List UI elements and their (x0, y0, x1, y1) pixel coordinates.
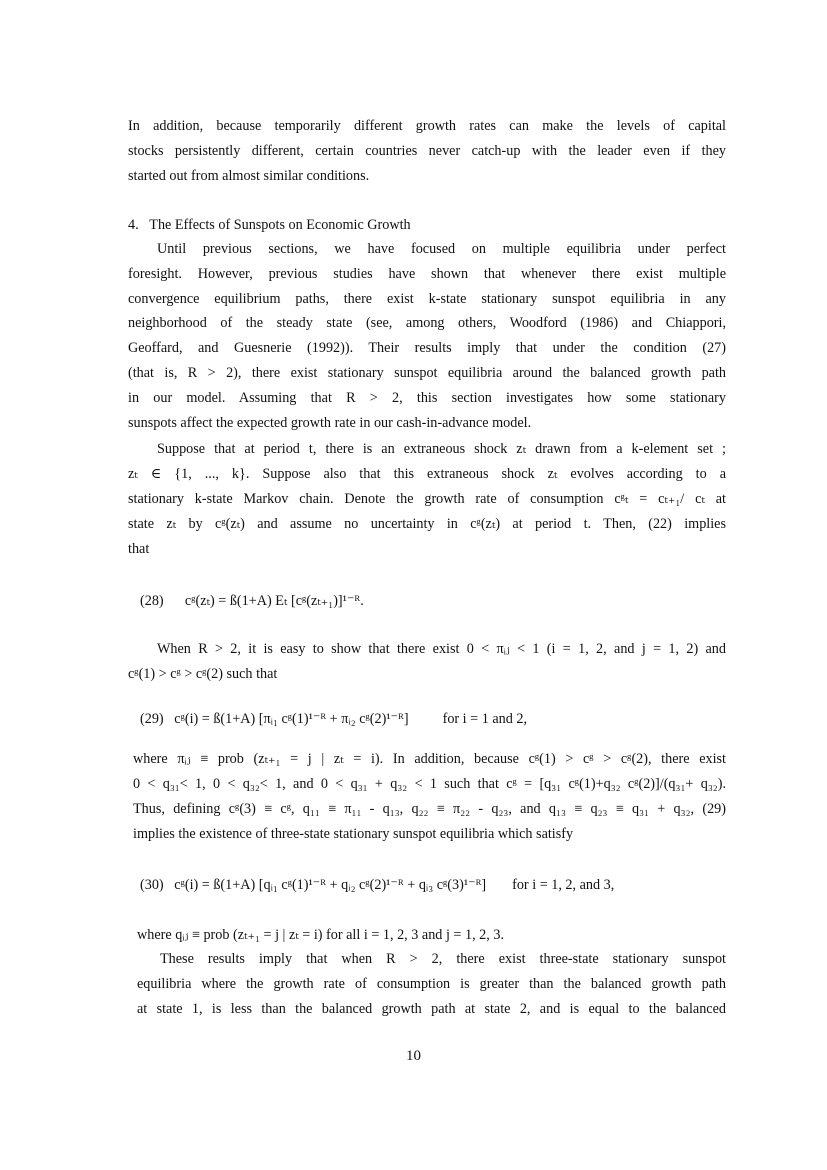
para2-line-1: Suppose that at period t, there is an extraneous shock zₜ drawn from a k-element set ; (157, 441, 726, 457)
para2-line-4: state zₜ by cᵍ(zₜ) and assume no uncertainty in cᵍ(zₜ) at period t. Then, (22) implies (128, 516, 726, 532)
para1-line-3: convergence equilibrium paths, there exist k-state stationary sunspot equilibria in any (128, 291, 726, 307)
intro-line-1: In addition, because temporarily different growth rates can make the levels of capital (128, 118, 726, 134)
para3-line-1: When R > 2, it is easy to show that there exist 0 < πᵢⱼ < 1 (i = 1, 2, and j = 1, 2) and (157, 641, 726, 657)
para6-line-3: at state 1, is less than the balanced growth path at state 2, and is equal to the balanced (137, 1001, 726, 1017)
para1-line-8: sunspots affect the expected growth rate in our cash-in-advance model. (128, 415, 532, 431)
para6-line-2: equilibria where the growth rate of consumption is greater than the balanced growth path (137, 976, 726, 992)
para1-line-5: Geoffard, and Guesnerie (1992)). Their results imply that under the condition (27) (128, 340, 726, 356)
para1-line-7: in our model. Assuming that R > 2, this section investigates how some stationary (128, 390, 726, 406)
equation-30-label: (30) (140, 877, 164, 893)
equation-28-label: (28) (140, 593, 164, 609)
page-number: 10 (406, 1048, 421, 1064)
equation-30-condition: for i = 1, 2, and 3, (512, 877, 615, 893)
section-title: The Effects of Sunspots on Economic Growth (149, 217, 411, 233)
equation-29-condition: for i = 1 and 2, (442, 711, 528, 727)
para4-line-2: 0 < q₃₁< 1, 0 < q₃₂< 1, and 0 < q₃₁ + q₃₂ < 1 such that cᵍ = [q₃₁ cᵍ(1)+q₃₂ cᵍ(2)]/(q₃₁+ q₃₂). (133, 776, 726, 792)
para4-line-4: implies the existence of three-state stationary sunspot equilibria which satisfy (133, 826, 574, 842)
para1-line-6: (that is, R > 2), there exist stationary sunspot equilibria around the balanced growth path (128, 365, 726, 381)
equation-29-label: (29) (140, 711, 164, 727)
para1-line-4: neighborhood of the steady state (see, among others, Woodford (1986) and Chiappori, (128, 315, 726, 331)
para2-line-3: stationary k-state Markov chain. Denote the growth rate of consumption cᵍₜ = cₜ₊₁/ cₜ at (128, 491, 726, 507)
equation-29 (140, 710, 527, 728)
intro-line-3: started out from almost similar conditions. (128, 168, 370, 184)
section-number: 4. (128, 217, 139, 233)
para6-line-1: These results imply that when R > 2, there exist three-state stationary sunspot (160, 951, 726, 967)
intro-line-2: stocks persistently different, certain countries never catch-up with the leader even if they (128, 143, 726, 159)
para1-line-2: foresight. However, previous studies have shown that whenever there exist multiple (128, 266, 726, 282)
equation-30 (140, 876, 614, 894)
equation-29-body: cᵍ(i) = ß(1+A) [πᵢ₁ cᵍ(1)¹⁻ᴿ + πᵢ₂ cᵍ(2)¹⁻ᴿ] (174, 711, 409, 727)
para3-line-2: cᵍ(1) > cᵍ > cᵍ(2) such that (128, 666, 278, 682)
equation-30-body: cᵍ(i) = ß(1+A) [qᵢ₁ cᵍ(1)¹⁻ᴿ + qᵢ₂ cᵍ(2)¹⁻ᴿ + qᵢ₃ cᵍ(3)¹⁻ᴿ] (174, 877, 487, 893)
para2-line-5: that (128, 541, 150, 557)
para1-line-1: Until previous sections, we have focused on multiple equilibria under perfect (157, 241, 726, 257)
equation-28-body: cᵍ(zₜ) = ß(1+A) Eₜ [cᵍ(zₜ₊₁)]¹⁻ᴿ. (184, 593, 364, 609)
para4-line-3: Thus, defining cᵍ(3) ≡ cᵍ, q₁₁ ≡ π₁₁ - q₁₃, q₂₂ ≡ π₂₂ - q₂₃, and q₁₃ ≡ q₂₃ ≡ q₃₁ + q₃₂, (29) (133, 801, 726, 817)
para2-line-2: zₜ ∈ {1, ..., k}. Suppose also that this extraneous shock zₜ evolves according to a (128, 466, 726, 482)
section-heading (128, 216, 411, 234)
equation-28 (140, 592, 364, 610)
para5-line-1: where qᵢⱼ ≡ prob (zₜ₊₁ = j | zₜ = i) for all i = 1, 2, 3 and j = 1, 2, 3. (137, 927, 504, 943)
para4-line-1: where πᵢⱼ ≡ prob (zₜ₊₁ = j | zₜ = i). In addition, because cᵍ(1) > cᵍ > cᵍ(2), there exist (133, 751, 726, 767)
